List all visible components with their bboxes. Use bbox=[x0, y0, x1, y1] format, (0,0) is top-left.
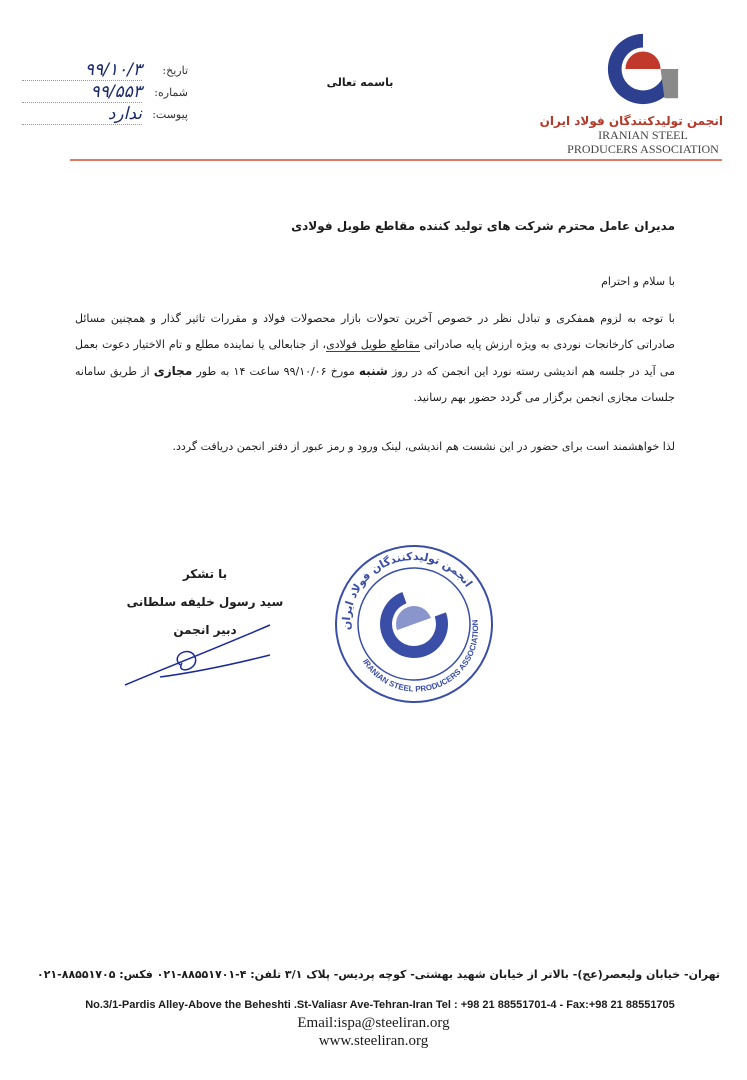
number-row bbox=[38, 84, 188, 106]
meeting-day: شنبه bbox=[358, 364, 388, 378]
basmala-heading: باسمه تعالی bbox=[326, 76, 394, 89]
number-label: شماره: bbox=[154, 86, 188, 99]
letter-meta bbox=[38, 62, 188, 128]
request-paragraph: لذا خواهشمند است برای حضور در این نشست هم اندیشی، لینک ورود و رمز عبور از دفتر انجمن دریافت گردد. bbox=[172, 440, 675, 453]
meeting-mode: مجازی bbox=[153, 364, 193, 378]
footer-address-en: No.3/1-Pardis Alley-Above the Beheshti .St-Valiasr Ave-Tehran-Iran Tel : +98 21 88551701-4 - Fax:+98 21 88551705 bbox=[85, 999, 675, 1011]
addressee: مدیران عامل محترم شرکت های تولید کننده مقاطع طویل فولادی bbox=[291, 219, 675, 233]
org-name-en-line1: IRANIAN STEEL bbox=[598, 128, 688, 142]
date-label: تاریخ: bbox=[162, 64, 188, 77]
attachment-value: ندارد bbox=[22, 104, 142, 125]
date-row bbox=[38, 62, 188, 84]
paragraph-underlined: مقاطع طویل فولادی bbox=[326, 338, 420, 351]
signatory-name: سید رسول خلیفه سلطانی bbox=[126, 595, 284, 609]
association-seal-stamp bbox=[330, 540, 498, 708]
org-name-en-line2: PRODUCERS ASSOCIATION bbox=[567, 142, 719, 156]
greeting: با سلام و احترام bbox=[601, 275, 675, 288]
invitation-paragraph bbox=[75, 306, 675, 411]
attachment-row bbox=[38, 106, 188, 128]
signatory-title: دبیر انجمن bbox=[173, 623, 237, 637]
number-value: ۹۹/۵۵۳ bbox=[22, 82, 142, 103]
handwritten-signature bbox=[120, 615, 280, 695]
attachment-label: پیوست: bbox=[152, 108, 188, 121]
org-name-fa: انجمن تولیدکنندگان فولاد ایران bbox=[539, 114, 723, 128]
paragraph-part2: ، از جنابعالی یا نماینده مطلع و تام الاختیار دعوت بعمل می آید در جلسه هم اندیشی رسته نورد این انجمن که در روز bbox=[75, 338, 675, 378]
stamp-text-fa: انجمن تولیدکنندگان فولاد ایران bbox=[339, 549, 475, 631]
header-divider bbox=[70, 159, 722, 161]
paragraph-part4: از طریق سامانه جلسات مجازی انجمن برگزار می گردد حضور بهم رسانید. bbox=[75, 365, 675, 404]
org-logo-block bbox=[539, 30, 723, 156]
association-logo-icon bbox=[604, 30, 682, 108]
signature-closing: با تشکر bbox=[182, 567, 228, 581]
paragraph-part1: با توجه به لزوم همفکری و تبادل نظر در خصوص آخرین تحولات بازار محصولات فولاد و مقررات تاثیر گذار و همچنین مسائل صادراتی کارخانجات نوردی به ویژه ارزش پایه صادراتی bbox=[75, 312, 675, 351]
footer-address-fa: تهران- خیابان ولیعصر(عج)- بالاتر از خیابان شهید بهشتی- کوچه پردیس- پلاک ۳/۱ تلفن: ۴-۸۸۵۵۱۷۰۱-۰۲۱ فکس: ۸۸۵۵۱۷۰۵-۰۲۱ bbox=[37, 968, 720, 981]
footer-email: Email:ispa@steeliran.org bbox=[297, 1015, 450, 1031]
footer-website: www.steeliran.org bbox=[318, 1033, 429, 1049]
date-value: ۹۹/۱۰/۳ bbox=[22, 60, 142, 81]
paragraph-part3: مورخ ۹۹/۱۰/۰۶ ساعت ۱۴ به طور bbox=[192, 365, 359, 378]
stamp-text-en: IRANIAN STEEL PRODUCERS ASSOCIATION bbox=[360, 619, 481, 694]
